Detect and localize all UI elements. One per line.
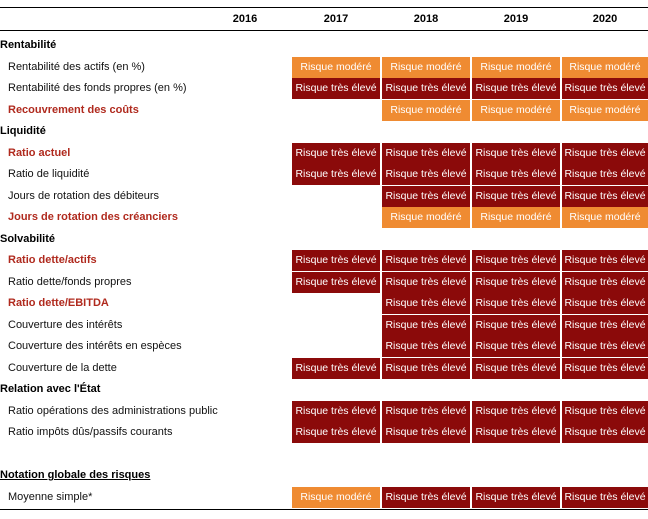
- risk-cell-moderate: Risque modéré: [472, 57, 560, 78]
- table-row: [0, 336, 648, 357]
- metric-label: [0, 444, 292, 465]
- risk-cell-very-high: Risque très élevé: [382, 487, 470, 508]
- risk-cell-very-high: Risque très élevé: [562, 293, 648, 314]
- section-row: [0, 229, 648, 250]
- table-row: [0, 100, 648, 121]
- risk-cell-very-high: Risque très élevé: [562, 164, 648, 185]
- metric-label: Ratio dette/EBITDA: [8, 297, 109, 309]
- section-heading: Rentabilité: [0, 39, 57, 51]
- year-header-2020: 2020: [592, 13, 618, 25]
- risk-cell-very-high: Risque très élevé: [562, 401, 648, 422]
- metric-label: Ratio dette/actifs: [8, 254, 97, 266]
- risk-cell-moderate: Risque modéré: [292, 487, 380, 508]
- risk-cell-very-high: Risque très élevé: [562, 250, 648, 271]
- risk-cell-very-high: Risque très élevé: [562, 272, 648, 293]
- risk-cell-very-high: Risque très élevé: [472, 186, 560, 207]
- table-row: [0, 250, 648, 271]
- risk-cell-very-high: Risque très élevé: [472, 250, 560, 271]
- table-row: [0, 293, 648, 314]
- section-heading: Relation avec l'État: [0, 383, 101, 395]
- table-row: [0, 272, 648, 293]
- year-header-2016: 2016: [232, 13, 258, 25]
- risk-cell-very-high: Risque très élevé: [292, 358, 380, 379]
- risk-cell-very-high: Risque très élevé: [382, 401, 470, 422]
- risk-cell-very-high: Risque très élevé: [382, 272, 470, 293]
- risk-cell-very-high: Risque très élevé: [472, 164, 560, 185]
- risk-cell-very-high: Risque très élevé: [382, 186, 470, 207]
- table-row: [0, 358, 648, 379]
- metric-label: Rentabilité des fonds propres (en %): [8, 82, 187, 94]
- table-row: [0, 315, 648, 336]
- risk-cell-very-high: Risque très élevé: [382, 293, 470, 314]
- risk-cell-very-high: Risque très élevé: [562, 78, 648, 99]
- risk-cell-very-high: Risque très élevé: [562, 358, 648, 379]
- metric-label: Ratio impôts dûs/passifs courants: [8, 426, 173, 438]
- metric-label: Rentabilité des actifs (en %): [8, 60, 145, 73]
- metric-label: Couverture des intérêts en espèces: [8, 340, 182, 352]
- risk-cell-very-high: Risque très élevé: [562, 487, 648, 508]
- risk-cell-very-high: Risque très élevé: [292, 250, 380, 271]
- section-row: [0, 121, 648, 142]
- risk-cell-very-high: Risque très élevé: [472, 78, 560, 99]
- metric-label: Ratio de liquidité: [8, 168, 90, 180]
- risk-cell-very-high: Risque très élevé: [472, 422, 560, 443]
- risk-cell-very-high: Risque très élevé: [292, 143, 380, 164]
- section-heading: Solvabilité: [0, 232, 56, 245]
- metric-label: Ratio actuel: [8, 146, 71, 159]
- risk-cell-very-high: Risque très élevé: [562, 315, 648, 336]
- table-row: [0, 78, 648, 99]
- risk-cell-very-high: Risque très élevé: [382, 315, 470, 336]
- risk-cell-very-high: Risque très élevé: [562, 143, 648, 164]
- risk-cell-very-high: Risque très élevé: [292, 164, 380, 185]
- table-row: [0, 422, 648, 443]
- metric-label: Couverture des intérêts: [8, 318, 123, 331]
- risk-cell-very-high: Risque très élevé: [472, 401, 560, 422]
- risk-cell-very-high: Risque très élevé: [472, 293, 560, 314]
- risk-cell-very-high: Risque très élevé: [382, 164, 470, 185]
- risk-cell-very-high: Risque très élevé: [382, 78, 470, 99]
- risk-cell-moderate: Risque modéré: [472, 207, 560, 228]
- section-row: [0, 465, 648, 486]
- metric-label: Couverture de la dette: [8, 361, 117, 374]
- table-row: [0, 186, 648, 207]
- risk-cell-very-high: Risque très élevé: [562, 422, 648, 443]
- table-row: [0, 401, 648, 422]
- risk-cell-very-high: Risque très élevé: [292, 422, 380, 443]
- section-heading: Notation globale des risques: [0, 469, 151, 481]
- section-row: [0, 35, 648, 56]
- table-row: [0, 487, 648, 508]
- risk-cell-very-high: Risque très élevé: [292, 272, 380, 293]
- year-header-2018: 2018: [413, 13, 439, 25]
- risk-cell-very-high: Risque très élevé: [472, 487, 560, 508]
- bottom-border: [0, 509, 648, 510]
- risk-cell-very-high: Risque très élevé: [382, 250, 470, 271]
- metric-label: Jours de rotation des débiteurs: [8, 189, 160, 202]
- risk-cell-moderate: Risque modéré: [382, 207, 470, 228]
- year-header-2017: 2017: [323, 13, 349, 25]
- risk-cell-moderate: Risque modéré: [292, 57, 380, 78]
- risk-cell-very-high: Risque très élevé: [472, 358, 560, 379]
- risk-cell-very-high: Risque très élevé: [292, 78, 380, 99]
- section-row: [0, 379, 648, 400]
- metric-label: Recouvrement des coûts: [8, 103, 139, 116]
- risk-cell-very-high: Risque très élevé: [382, 358, 470, 379]
- table-row: [0, 57, 648, 78]
- table-row: [0, 444, 648, 465]
- year-header-2019: 2019: [503, 13, 529, 25]
- risk-cell-very-high: Risque très élevé: [292, 401, 380, 422]
- risk-cell-very-high: Risque très élevé: [382, 143, 470, 164]
- risk-cell-moderate: Risque modéré: [382, 57, 470, 78]
- table-row: [0, 164, 648, 185]
- risk-cell-very-high: Risque très élevé: [472, 336, 560, 357]
- risk-cell-very-high: Risque très élevé: [472, 143, 560, 164]
- metric-label: Moyenne simple*: [8, 490, 93, 503]
- risk-cell-moderate: Risque modéré: [472, 100, 560, 121]
- risk-cell-moderate: Risque modéré: [562, 207, 648, 228]
- risk-cell-very-high: Risque très élevé: [472, 272, 560, 293]
- metric-label: Ratio dette/fonds propres: [8, 275, 132, 288]
- risk-cell-very-high: Risque très élevé: [382, 336, 470, 357]
- risk-cell-moderate: Risque modéré: [382, 100, 470, 121]
- risk-cell-very-high: Risque très élevé: [472, 315, 560, 336]
- header-bottom-border: [0, 30, 648, 31]
- section-heading: Liquidité: [0, 125, 46, 137]
- risk-cell-very-high: Risque très élevé: [382, 422, 470, 443]
- risk-cell-moderate: Risque modéré: [562, 57, 648, 78]
- risk-cell-very-high: Risque très élevé: [562, 336, 648, 357]
- table-row: [0, 207, 648, 228]
- risk-cell-moderate: Risque modéré: [562, 100, 648, 121]
- table-row: [0, 143, 648, 164]
- metric-label: Ratio opérations des administrations public: [8, 404, 218, 417]
- risk-cell-very-high: Risque très élevé: [562, 186, 648, 207]
- metric-label: Jours de rotation des créanciers: [8, 211, 178, 223]
